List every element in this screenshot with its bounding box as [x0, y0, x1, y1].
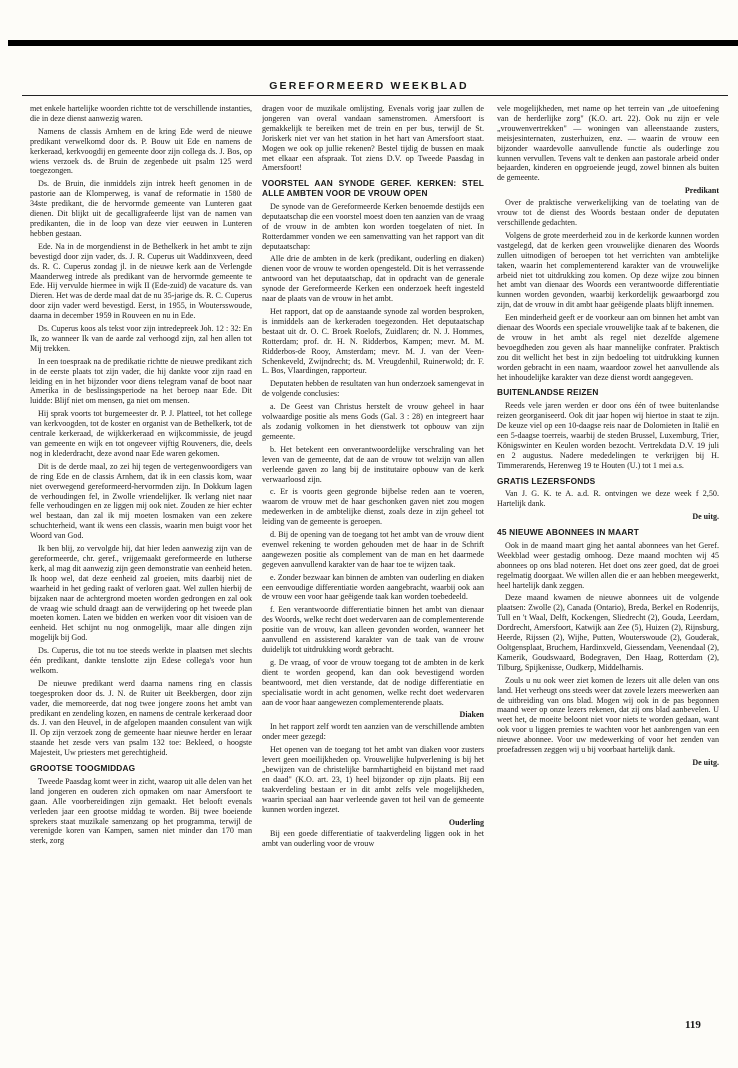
paragraph: e. Zonder bezwaar kan binnen de ambten van ouderling en diaken een eenvoudige differentiatie worden aangebracht, waarbij ook aan de vrouw een voor haar geëigende taak kan worden toebedeeld.: [262, 572, 484, 602]
paragraph: Dit is de derde maal, zo zei hij tegen de vertegenwoordigers van de ring Ede en de classis Arnhem, dat ik in een classis kom, waar niet overwegend gereformeerd-hervormden zijn. In Dokkum lagen de verhoudingen fel, in Zwolle vriendelijker. Ik verlang niet naar felle verhoudingen en ze liggen mij ook niet. Zouden ze hier echter wel bestaan, dan zal ik mij moeten losmaken van een zekere schuchterheid, want ik wens een classis, waarin men buigt voor het Woord van God.: [30, 461, 252, 541]
paragraph: a. De Geest van Christus herstelt de vrouw geheel in haar volwaardige positie als mens Gods (Gal. 3 : 28) en integreert haar als zodanig volkomen in het dienstwerk tot opbouw van zijn gemeente.: [262, 402, 484, 441]
paragraph: met enkele hartelijke woorden richtte tot de verschillende instanties, die in deze dienst aanwezig waren.: [30, 104, 252, 123]
column-right: [497, 104, 719, 1024]
paragraph: dragen voor de muzikale omlijsting. Evenals vorig jaar zullen de jongeren van overal vandaan samenstromen. Amersfoort is gemakkelijk te bereiken met de trein en per bus, terwijl de St. Joriskerk niet ver van het station in het hart van Amersfoort staat. Mogen we ook op jullie rekenen? Bestel tijdig de bussen en maak met elkaar een afspraak. Tot ziens D.V. op Tweede Paasdag in Amersfoort!: [262, 104, 484, 173]
paragraph: Ook in de maand maart ging het aantal abonnees van het Geref. Weekblad weer gestadig omhoog. Deze maand mochten wij 45 abonnees op ons blad noteren. Het doet ons zeer goed, dat de groei regelmatig doorgaat. We willen allen die er aan hebben meegewerkt, heel hartelijk dank zeggen.: [497, 540, 719, 590]
paragraph: Ede. Na in de morgendienst in de Bethelkerk in het ambt te zijn bevestigd door zijn vader, ds. J. R. Cuperus uit Waddinxveen, deed ds. R. C. Cuperus zondag jl. in de nieuwe kerk aan de Verlengde Maanderweg intrede als predikant van de hervormde gemeente te Ede. Hij vervulde hiermee in wijk II (Ede-zuid) de vacature ds. van Dieren. Het was de derde maal dat de nu 35-jarige ds. R. C. Cuperus door zijn vader werd bevestigd. Eerst, in 1955, in Woutersswoude, daarna in december 1959 in Rouveen en nu in Ede.: [30, 241, 252, 321]
paragraph: vele mogelijkheden, met name op het terrein van „de uitoefening van de herderlijke zorg" (K.O. art. 22). Ook nu zijn er vele „vrouwenvertrekken" — woningen van alleenstaande zusters, meisjesinternaten, zusterhuizen, enz. — waarin de vrouw een bijzonder waardevolle aanvullende functie als ouderlinge zou kunnen vervullen. Tevens valt te denken aan pastorale arbeid onder bejaarden, kinderen en opgroeiende jeugd, zowel binnen als buiten de gemeente.: [497, 104, 719, 183]
top-border-bar: [8, 40, 738, 46]
paragraph: Volgens de grote meerderheid zou in de kerkorde kunnen worden vastgelegd, dat de kerken geen vrouwelijke dienaren des Woords zullen uitnodigen of beroepen tot het verrichten van ambtelijke taken, waarin het complementerend karakter van de vrouwelijke arbeid niet tot uitdrukking zou komen. Op deze wijze zou binnen het ambt van dienaar des Woords een verantwoorde differentiatie kunnen worden gevonden, waarbij kerkordelijk gewaarborgd zou zijn, dat de vrouw in dit ambt haar geëigende plaats blijft innemen.: [497, 230, 719, 310]
section-heading: BUITENLANDSE REIZEN: [497, 387, 599, 398]
paragraph: Tweede Paasdag komt weer in zicht, waarop uit alle delen van het land jongeren en ouderen zich opmaken om naar Amersfoort te gaan. Alle voorbereidingen zijn gemaakt. Het belooft evenals verleden jaar een grootse middag te worden. Bij twee boeiende sprekers staat muzikale samenzang op het programma, terwijl de verenigde koren van Kampen, samen niet minder dan 170 man sterk, zorg: [30, 776, 252, 846]
paragraph: In een toespraak na de predikatie richtte de nieuwe predikant zich in de eerste plaats tot zijn vader, die hij dankte voor zijn raad en leiding en in het bijzonder voor diens telegram vanaf de boot naar Amerika in de beslissingsperiode na het beroep naar Ede. Dit luidde: Blijf niet om mensen, ga niet om mensen.: [30, 356, 252, 406]
subheading: Predikant: [684, 186, 719, 196]
column-left: [30, 104, 252, 1024]
paragraph: Ds. Cuperus, die tot nu toe steeds werkte in plaatsen met slechts één predikant, dankte tenslotte zijn Edese collega's voor hun welkom.: [30, 646, 252, 675]
paragraph: d. Bij de opening van de toegang tot het ambt van de vrouw dient evenwel rekening te worden gehouden met de haar in de Schrift aangewezen positie als complement van de man en het daarmede gegeven aanvullend karakter van de haar toe te wijzen taak.: [262, 530, 484, 569]
paragraph: Alle drie de ambten in de kerk (predikant, ouderling en diaken) dienen voor de vrouw te worden opengesteld. Dit is het verrassende antwoord van het deputaatschap, dat in opdracht van de generale synode der Gereformeerde Kerken een onderzoek heeft ingesteld naar de plaats van de vrouw in het ambt.: [262, 254, 484, 304]
section-heading: GRATIS LEZERSFONDS: [497, 475, 596, 486]
signature: De uitg.: [692, 512, 719, 522]
header-rule: [22, 95, 728, 96]
paragraph: b. Het betekent een onverantwoordelijke verschraling van het leven van de gemeente, dat de aan de vrouw tot welzijn van allen verleende gaven zo lang bij de institutaire opbouw van de kerk verwaarloosd zijn.: [262, 444, 484, 484]
column-middle: [262, 104, 484, 1024]
paragraph: Het rapport, dat op de aanstaande synode zal worden besproken, is inmiddels aan de kerkeraden toegezonden. Het deputaatschap bestaat uit dr. O. C. Broek Roelofs, Zuidlaren; dr. N. J. Hommes, Rotterdam; prof. dr. H. N. Ridderbos, Kampen; mevr. M. M. Ridderbos-de Rooy, Amsterdam; mevr. M. J. van der Veen-Schenkeveld, Zwijndrecht; ds. M. Vreugdenhil, Ruinerwold; dr. F. L. Bos, Vlaardingen, rapporteur.: [262, 307, 484, 376]
paragraph: Bij een goede differentiatie of taakverdeling liggen ook in het ambt van ouderling voor de vrouw: [262, 829, 484, 849]
paragraph: Deze maand kwamen de nieuwe abonnees uit de volgende plaatsen: Zwolle (2), Canada (Ontario), Breda, Berkel en Rodenrijs, Tull en 't Waal, Delft, Kockengen, Sliedrecht (2), Gouda, Leerdam, Dordrecht, Amersfoort, Katwijk aan Zee (5), Huizen (2), Rijnsburg, Heerde, Rijssen (2), Wijhe, Putten, Wouterswoude (2), Gouderak, Ooltgensplaat, Bruchem, Hardinxveld, Giessendam, Veenendaal (2), Kamerik, Goudswaard, Bodegraven, Den Haag, Rotterdam (2), Tilburg, Spijkenisse, Oudkerp, Middelharnis.: [497, 593, 719, 672]
page-title: GEREFORMEERD WEEKBLAD: [269, 80, 469, 92]
page-number: 119: [685, 1019, 701, 1031]
paragraph: Van J. G. K. te A. a.d. R. ontvingen we deze week f 2,50. Hartelijk dank.: [497, 489, 719, 509]
paragraph: Deputaten hebben de resultaten van hun onderzoek samengevat in de volgende conclusies:: [262, 379, 484, 399]
paragraph: De nieuwe predikant werd daarna namens ring en classis toegesproken door ds. J. N. de Ruiter uit Beekbergen, door zijn vader, die memoreerde, dat nog twee jongere zoons het ambt van predikant en zendeling kozen, en namens de centrale kerkeraad door ds. J. van den Heuvel, in de afgelopen maanden consulent van wijk II. Op zijn verzoek zong de gemeente haar nieuwe herder en leraar staande het zesde vers van psalm 132 toe: Bekleed, o hoogste Majesteit, Uw priesters met gerechtigheid.: [30, 678, 252, 758]
paragraph: Ds. Cuperus koos als tekst voor zijn intredepreek Joh. 12 : 32: En Ik, zo wanneer Ik van de aarde zal verhoogd zijn, zal hen allen tot Mij trekken.: [30, 324, 252, 353]
paragraph: Reeds vele jaren werden er door ons één of twee buitenlandse reizen georganiseerd. Ook dit jaar hopen wij hiertoe in staat te zijn. De keuze viel op een 10-daagse reis naar de Dolomieten in Italië en een 5-daagse toerreis, waarbij de steden Brussel, Luxemburg, Trier, Königswinter en Keulen worden bezocht. Vertrekdata D.V. 19 juli en 2 augustus. Nadere mededelingen te verkrijgen bij H. Timmerarends, Herenweg 19 te Houten (U.) tot 1 mei a.s.: [497, 401, 719, 470]
paragraph: Over de praktische verwerkelijking van de toelating van de vrouw tot de dienst des Woords bestaan onder de deputaten verschillende gedachten.: [497, 198, 719, 227]
paragraph: Het openen van de toegang tot het ambt van diaken voor zusters levert geen moeilijkheden op. Vrouwelijke hulpverlening is bij het „bewijzen van de christelijke barmhartigheid en bijstand met raad en daad" (K.O. art. 23, 1) heel bijzonder op zijn plaats. Bij een taakverdeling bestaan er in dit ambt zelfs vele mogelijkheden, waarin speciaal aan haar verleende gaven tot heil van de gemeente kunnen worden ingezet.: [262, 745, 484, 814]
paragraph: Een minderheid geeft er de voorkeur aan om binnen het ambt van dienaar des Woords een speciale vrouwelijke taak af te bakenen, die de vrouw in het ambt als regel niet dezelfde algemene bevoegdheden zou geven als haar mannelijke confrater. Praktisch zou dit wellicht het best in zijn bedoeling tot uitdrukking kunnen worden gebracht in een naam, waardoor zowel het aanvullende als het inhoudelijke karakter van deze dienst wordt aangegeven.: [497, 313, 719, 382]
subheading: Ouderling: [448, 817, 484, 827]
section-heading: GROOTSE TOOGMIDDAG: [30, 763, 136, 774]
section-heading: 45 NIEUWE ABONNEES IN MAART: [497, 527, 640, 538]
paragraph: De synode van de Gereformeerde Kerken benoemde destijds een deputaatschap die een voorstel moest doen ten aanzien van de vraag of de vrouw in de ambten kon worden toegelaten of niet. In Rotterdammer vonden we een samenvatting van het rapport van dit deputaatschap:: [262, 201, 484, 251]
signature: De uitg.: [692, 757, 719, 767]
paragraph: Namens de classis Arnhem en de kring Ede werd de nieuwe predikant verwelkomd door ds. P. Bouw uit Ede en namens de kerkeraad, kerkvoogdij en gemeente door zijn collega ds. J. Bos, op wiens verzoek ds. de Bruin de zegenbede uit psalm 125 werd toegezongen.: [30, 126, 252, 176]
section-heading: VOORSTEL AAN SYNODE GEREF. KERKEN: STEL ALLE AMBTEN VOOR DE VROUW OPEN: [262, 178, 484, 199]
paragraph: Ds. de Bruin, die inmiddels zijn intrek heeft genomen in de pastorie aan de Klomperweg, is vanaf de reformatie in 1580 de 34ste predikant, die de hervormde gemeente van Lunteren gaat dienen. Dit blijkt uit de gecalligrafeerde lijst van de namen van predikanten, die in de loop van deze vier eeuwen in Lunteren hebben gestaan.: [30, 179, 252, 238]
paragraph: Ik ben blij, zo vervolgde hij, dat hier leden aanwezig zijn van de gereformeerde, chr. geref., vrijgemaakt gereformeerde en lutherse kerk, al mag dit aanwezig zijn geen demonstratie van eenheid heten. Ik hoop wel, dat deze eenheid zal groeien, mits daarbij niet de waarheid in het geding raakt of verloren gaat. Wel zullen hierbij de bijzaken naar de achtergrond moeten worden gedrongen en zal ook de vraag wie schuld draagt aan de verwijdering op het tweede plan moeten komen. Laten we bidden en werken voor dit visioen van de eenheid. Het schijnt nu nog onmogelijk, maar alle dingen zijn mogelijk bij God.: [30, 544, 252, 643]
paragraph: g. De vraag, of voor de vrouw toegang tot de ambten in de kerk dient te worden geopend, kan dan ook bevestigend worden beantwoord, met dien verstande, dat de nodige differentiatie en specialisatie wordt in acht genomen, welke recht doet wedervaren aan de voor haar aangewezen complementerende plaats.: [262, 657, 484, 707]
paragraph: Hij sprak voorts tot burgemeester dr. P. J. Platteel, tot het college van kerkvoogden, tot de koster en organist van de Bethelkerk, tot de centrale kerkeraad, de wijkkerkeraad en wijkcommissie, de jeugd van gemeente en wijk en tot ongeveer vijftig Rouveners, die, deels nog in klederdracht, deze avond naar Ede waren gekomen.: [30, 409, 252, 458]
paragraph: f. Een verantwoorde differentiatie binnen het ambt van dienaar des Woords, welke recht doet wedervaren aan de complementerende positie van de vrouw, kan alleen gevonden worden, wanneer het aanvullend en assisterend karakter van de taak van de vrouw duidelijk tot uitdrukking wordt gebracht.: [262, 605, 484, 654]
paragraph: c. Er is voorts geen gegronde bijbelse reden aan te voeren, waarom de vrouw met de haar geschonken gaven niet zou mogen medewerken in de ambtelijke dienst, zoals deze in zijn geheel tot leiding van de gemeente is geroepen.: [262, 487, 484, 527]
subheading: Diaken: [459, 710, 484, 720]
paragraph: Zouls u nu ook weer ziet komen de lezers uit alle delen van ons land. Het verheugt ons steeds weer dat zovele lezers meewerken aan de uitbreiding van ons blad. Mogen wij ook in de pas begonnen maand weer op onze lezers rekenen, dat zij ons blad aanbevelen. U weet het, de moeite beloont niet voor niets te worden gedaan, want ook voor u liggen premies te wachten voor het aanbrengen van een nieuwe abonnee. Voor uw medewerking of voor het zenden van proefadressen zeggen wij u bij voorbaat hartelijk dank.: [497, 675, 719, 755]
paragraph: In het rapport zelf wordt ten aanzien van de verschillende ambten onder meer gezegd:: [262, 722, 484, 742]
